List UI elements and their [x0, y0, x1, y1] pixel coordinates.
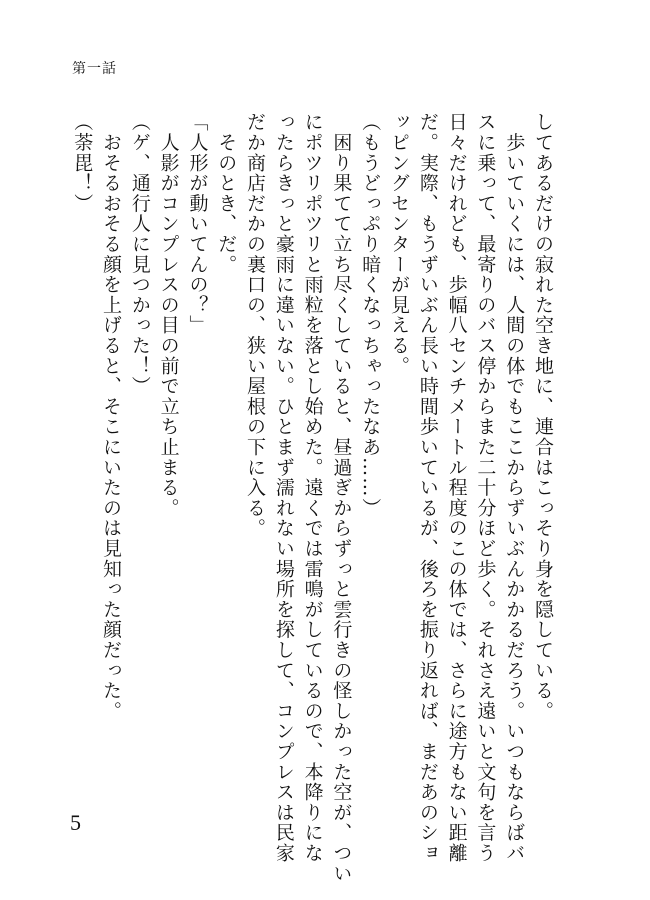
body-text — [71, 112, 557, 884]
text-line: （もうどっぷり暗くなっちゃったなあ……） — [359, 112, 382, 518]
text-line: おそるおそる顔を上げると、そこにいたのは見知った顔だった。 — [100, 112, 123, 721]
text-line: ッピングセンターが見える。 — [388, 112, 411, 376]
text-line: （荼毘！） — [71, 112, 94, 214]
text-line: スに乗って、最寄りのバス停からまた二十分ほど歩く。それさえ遠いと文句を言う — [474, 112, 497, 864]
page-number: 5 — [70, 810, 81, 835]
chapter-title: 第一話 — [72, 61, 117, 77]
text-line: だか商店だかの裏口の、狭い屋根の下に入る。 — [244, 112, 267, 539]
text-line: 日々だけれども、歩幅八センチメートル程度のこの体では、さらに途方もない距離 — [445, 112, 468, 864]
text-line: にポツリポツリと雨粒を落とし始めた。遠くでは雷鳴がしているので、本降りにな — [301, 112, 324, 864]
text-line: 人影がコンプレスの目の前で立ち止まる。 — [157, 112, 180, 518]
text-line: だ。実際、もうずいぶん長い時間歩いているが、後ろを振り返れば、まだあのショ — [416, 112, 439, 864]
text-line: そのとき、だ。 — [215, 112, 238, 275]
text-line: （ゲ、通行人に見つかった！） — [128, 112, 151, 397]
text-line: 困り果てて立ち尽くしていると、昼過ぎからずっと雲行きの怪しかった空が、つい — [330, 112, 353, 884]
text-line: ったらきっと豪雨に違いない。ひとまず濡れない場所を探して、コンプレスは民家 — [272, 112, 295, 864]
text-line: 「人形が動いてんの？」 — [186, 112, 209, 336]
text-line: 歩いていくには、人間の体でもここからずいぶんかかるだろう。いつもならばバ — [503, 112, 526, 864]
text-line: してあるだけの寂れた空き地に、連合はこっそり身を隠している。 — [532, 112, 554, 721]
